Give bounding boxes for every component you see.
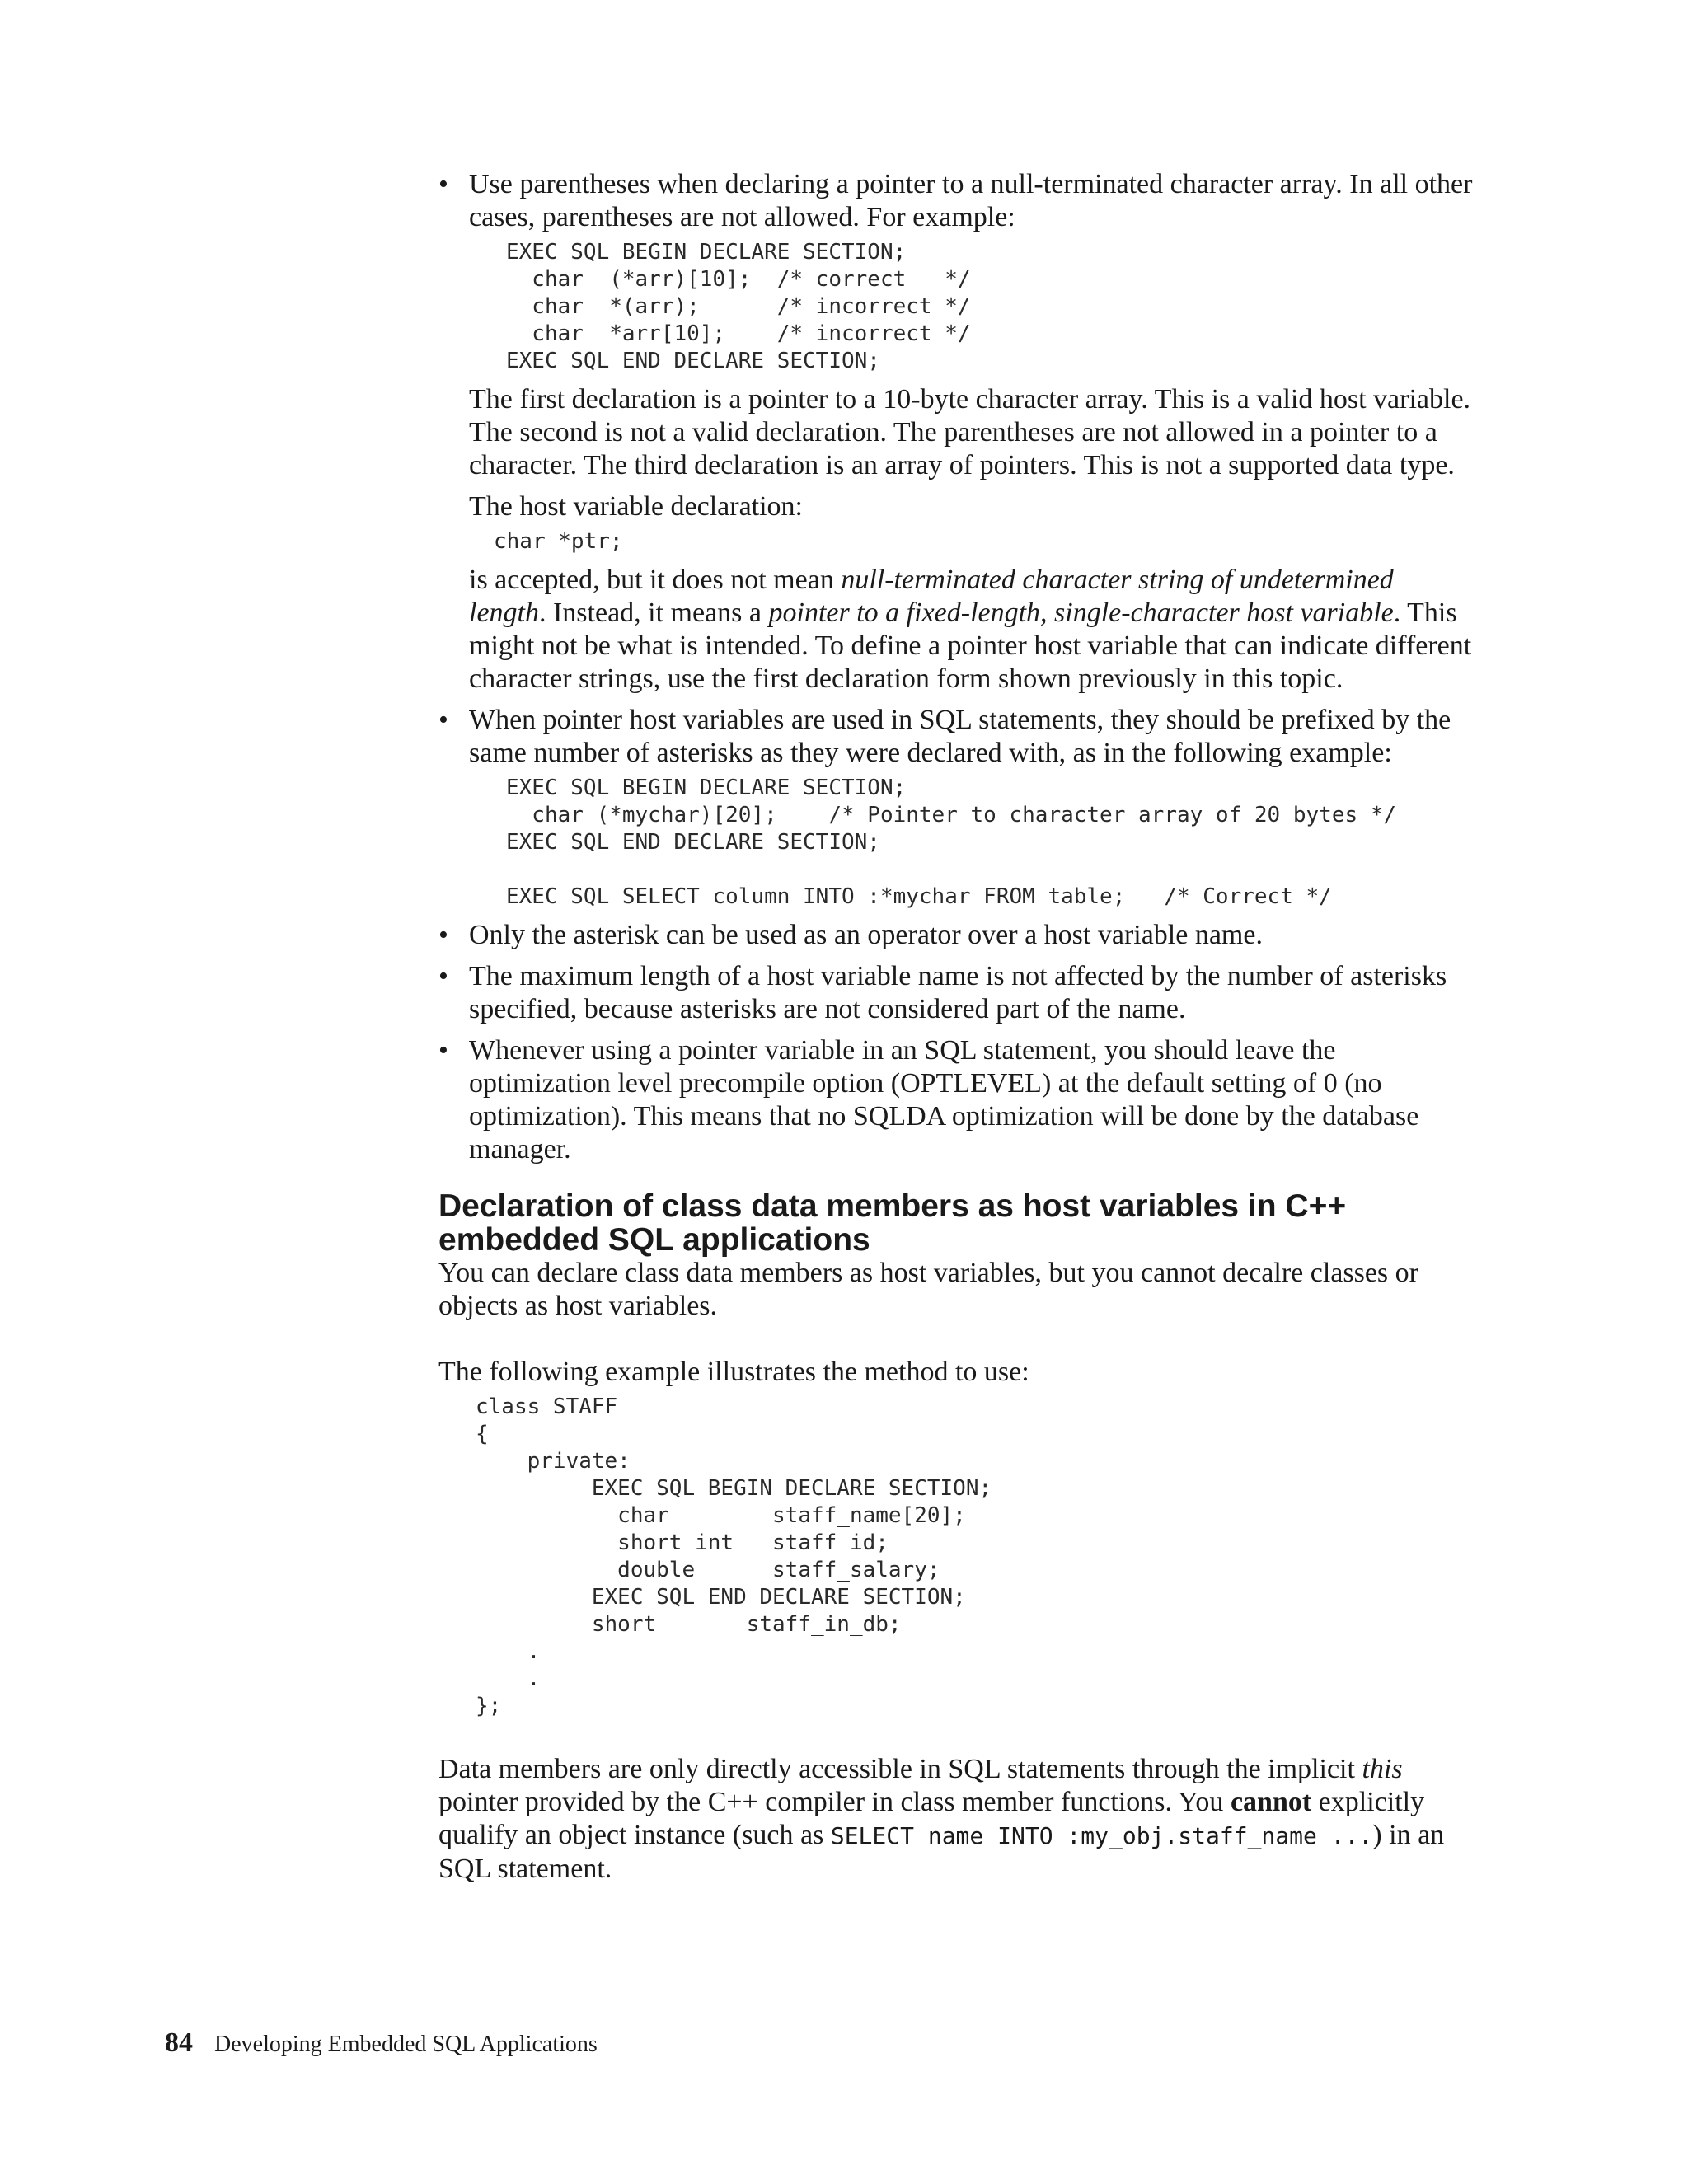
bullet-dot-icon: • [438, 1035, 448, 1066]
bullet-dot-icon: • [438, 920, 448, 950]
bullet-text: Whenever using a pointer variable in an SQL statement, you should leave the optimization level precompile option (OPTLEVEL) at the default setting of 0 (no optimization). This means that no SQLDA optimization will be done by the database manager. [469, 1035, 1419, 1165]
paragraph-data-members [438, 1753, 1477, 1886]
bullet-dot-icon: • [438, 705, 448, 735]
bullet-list-pointers [438, 168, 1477, 1166]
bullet-item-parentheses [438, 168, 1477, 696]
emphasis-null-terminated: null-terminated character string of undetermined length [469, 565, 1394, 628]
section-intro: You can declare class data members as host variables, but you cannot decalre classes or objects as host variables. [438, 1258, 1418, 1321]
page-footer [165, 2029, 598, 2059]
bullet-text: Use parentheses when declaring a pointer to a null-terminated character array. In all other cases, parentheses are not allowed. For example: [469, 169, 1473, 232]
bullet-item-asterisk-prefix [438, 704, 1477, 911]
strong-cannot: cannot [1230, 1787, 1312, 1817]
bullet-text: The maximum length of a host variable name is not affected by the number of asterisks specified, because asterisks are not considered part of the name. [469, 961, 1447, 1024]
text-segment: explicitly qualify an object instance (such as [438, 1787, 1425, 1850]
bullet-dot-icon: • [438, 169, 448, 199]
bullet-item-asterisk-operator [438, 919, 1477, 952]
emphasis-fixed-length: pointer to a fixed-length, single-character host variable [768, 598, 1394, 628]
text-segment: is accepted, but it does not mean [469, 565, 842, 595]
text-segment: pointer provided by the C++ compiler in class member functions. You [438, 1787, 1231, 1817]
paragraph-accepted-meaning [469, 564, 1477, 696]
example-intro: The following example illustrates the method to use: [438, 1357, 1029, 1387]
text-segment: Data members are only directly accessible in SQL statements through the implicit [438, 1754, 1362, 1784]
text-segment: . Instead, it means a [538, 598, 769, 628]
code-block-class-staff: class STAFF { private: EXEC SQL BEGIN DECLARE SECTION; char staff_name[20]; short int staff_id; double staff_salary; EXEC SQL END DECLARE SECTION; short staff_in_db; . . }; [476, 1394, 992, 1718]
footer-title: Developing Embedded SQL Applications [214, 2032, 598, 2057]
code-block-declare-arr: EXEC SQL BEGIN DECLARE SECTION; char (*arr)[10]; /* correct */ char *(arr); /* incorrect */ char *arr[10]; /* incorrect */ EXEC SQL END DECLARE SECTION; [506, 240, 971, 373]
emphasis-this: this [1362, 1754, 1403, 1784]
inline-code-select: SELECT name INTO :my_obj.staff_name ... [830, 1822, 1373, 1849]
paragraph-host-variable-declaration: The host variable declaration: [469, 491, 803, 522]
bullet-text: When pointer host variables are used in SQL statements, they should be prefixed by the same number of asterisks as they were declared with, as in the following example: [469, 705, 1451, 768]
paragraph-declaration-explanation: The first declaration is a pointer to a 10-byte character array. This is a valid host variable. The second is not a valid declaration. The parentheses are not allowed in a pointer to a character. The third declaration is an array of pointers. This is not a supported data type. [469, 384, 1471, 480]
page-number: 84 [165, 2027, 193, 2058]
text-segment: ) in an SQL statement. [438, 1820, 1445, 1884]
code-block-char-ptr: char *ptr; [494, 529, 623, 554]
text-segment: . This might not be what is intended. To define a pointer host variable that can indicate different character strings, use the first declaration form shown previously in this topic. [469, 598, 1472, 694]
bullet-dot-icon: • [438, 961, 448, 991]
bullet-item-optlevel [438, 1034, 1477, 1166]
page-content [438, 168, 1477, 1886]
bullet-text: Only the asterisk can be used as an operator over a host variable name. [469, 920, 1263, 950]
code-block-mychar: EXEC SQL BEGIN DECLARE SECTION; char (*mychar)[20]; /* Pointer to character array of 20 bytes */ EXEC SQL END DECLARE SECTION; EXEC SQL SELECT column INTO :*mychar FROM table; /* Correct */ [506, 776, 1397, 909]
section-heading: Declaration of class data members as host variables in C++ embedded SQL applications [438, 1188, 1347, 1258]
bullet-item-max-length [438, 960, 1477, 1026]
